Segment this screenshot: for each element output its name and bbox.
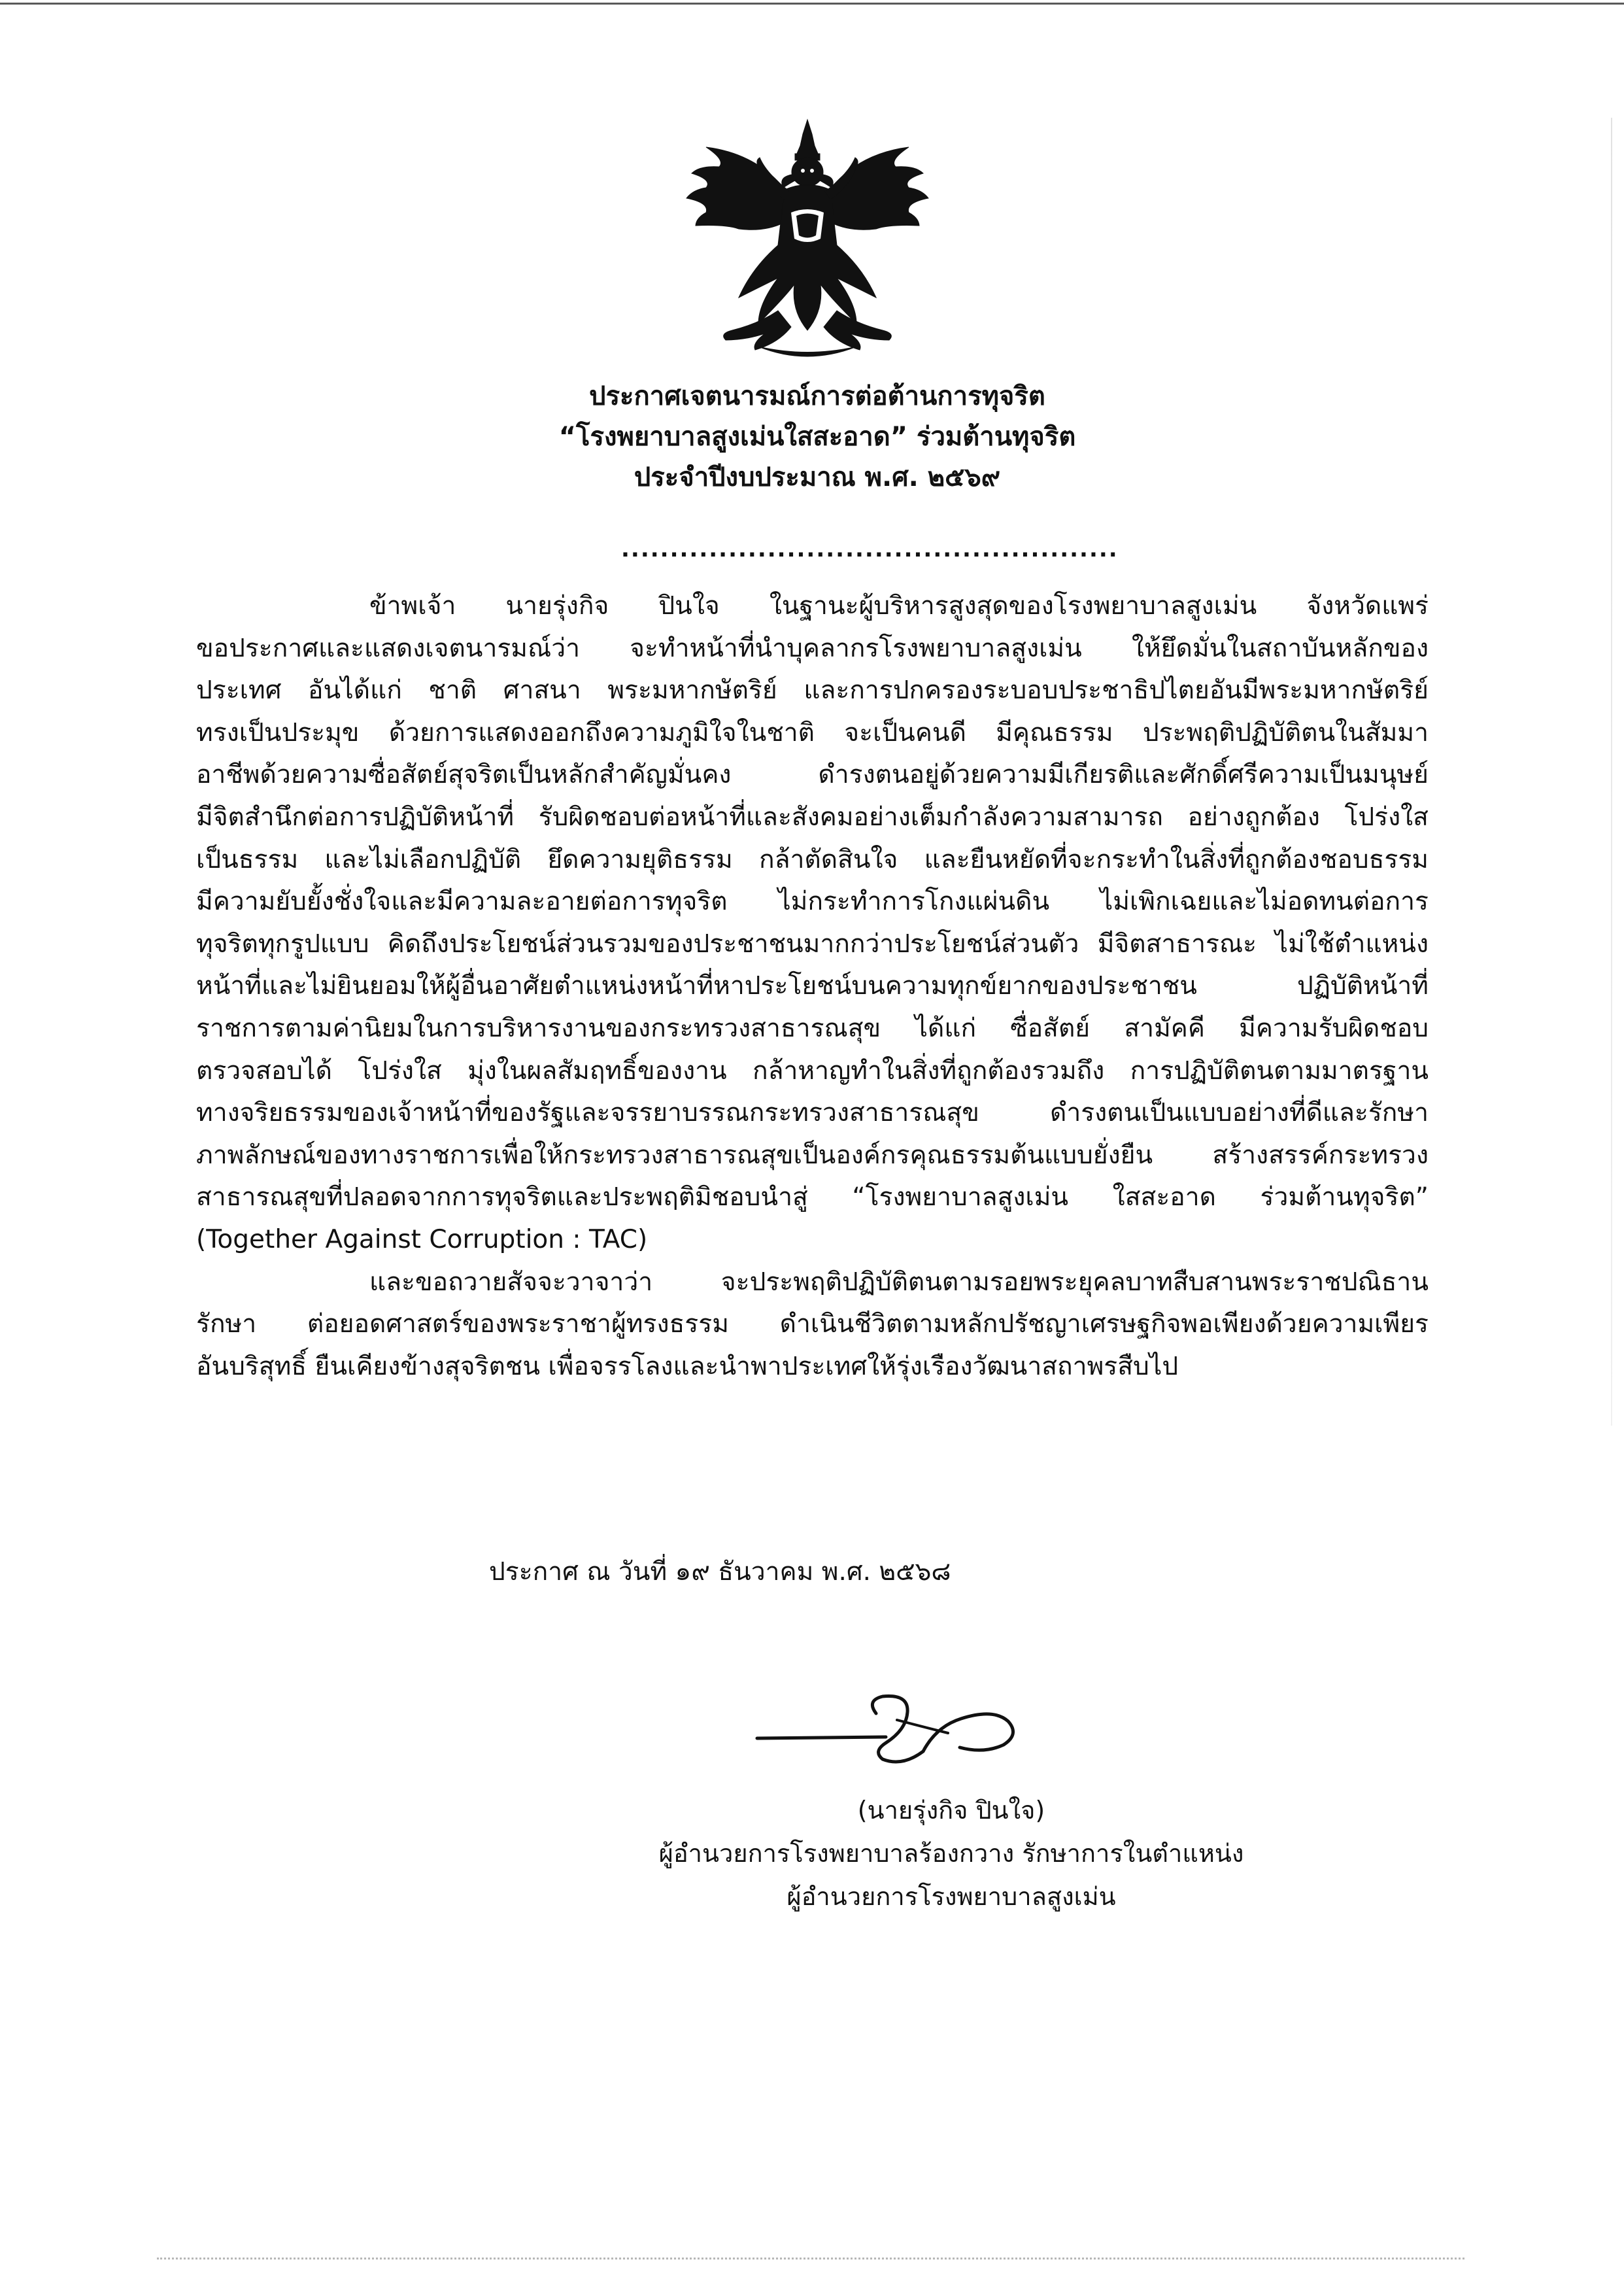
body-line: ประเทศ อันได้แก่ ชาติ ศาสนา พระมหากษัตริย์ และการปกครองระบอบประชาธิปไตยอันมีพระมหากษัตริย์ xyxy=(196,676,1429,706)
title-separator: ................................................... xyxy=(621,536,1119,562)
body-line: ตรวจสอบได้ โปร่งใส มุ่งในผลสัมฤทธิ์ของงาน กล้าหาญทำในสิ่งที่ถูกต้องรวมถึง การปฏิบัติตนตามมาตรฐาน xyxy=(196,1056,1429,1086)
scan-edge-shadow xyxy=(1611,118,1612,1426)
body-line: ทุจริตทุกรูปแบบ คิดถึงประโยชน์ส่วนรวมของประชาชนมากกว่าประโยชน์ส่วนตัว มีจิตสาธารณะ ไม่ใช้ตำแหน่ง xyxy=(196,929,1429,959)
handwritten-signature-icon xyxy=(752,1681,1033,1779)
body-line: ทางจริยธรรมของเจ้าหน้าที่ของรัฐและจรรยาบรรณกระทรวงสาธารณสุข ดำรงตนเป็นแบบอย่างที่ดีและรักษา xyxy=(196,1098,1429,1128)
title-line-1: ประกาศเจตนารมณ์การต่อต้านการทุจริต xyxy=(589,381,1045,411)
body-line: อันบริสุทธิ์ ยืนเคียงข้างสุจริตชน เพื่อจรรโลงและนำพาประเทศให้รุ่งเรืองวัฒนาสถาพรสืบไป xyxy=(196,1351,1179,1381)
body-line: ทรงเป็นประมุข ด้วยการแสดงออกถึงความภูมิใจในชาติ จะเป็นคนดี มีคุณธรรม ประพฤติปฏิบัติตนในสัมมา xyxy=(196,717,1429,747)
body-line: ขอประกาศและแสดงเจตนารมณ์ว่า จะทำหน้าที่นำบุคลากรโรงพยาบาลสูงเม่น ให้ยึดมั่นในสถาบันหลักของ xyxy=(196,633,1429,663)
body-line: เป็นธรรม และไม่เลือกปฏิบัติ ยึดความยุติธรรม กล้าตัดสินใจ และยืนหยัดที่จะกระทำในสิ่งที่ถูกต้องชอบธรรม xyxy=(196,844,1429,874)
announcement-date: ประกาศ ณ วันที่ ๑๙ ธันวาคม พ.ศ. ๒๕๖๘ xyxy=(489,1557,951,1587)
body-line: ภาพลักษณ์ของทางราชการเพื่อให้กระทรวงสาธารณสุขเป็นองค์กรคุณธรรมต้นแบบยั่งยืน สร้างสรรค์กระทรวง xyxy=(196,1140,1429,1170)
garuda-emblem-icon xyxy=(680,114,935,366)
body-line: มีจิตสำนึกต่อการปฏิบัติหน้าที่ รับผิดชอบต่อหน้าที่และสังคมอย่างเต็มกำลังความสามารถ อย่างถูกต้อง โปร่งใส xyxy=(196,802,1429,832)
body-line: หน้าที่และไม่ยินยอมให้ผู้อื่นอาศัยตำแหน่งหน้าที่หาประโยชน์บนความทุกข์ยากของประชาชน ปฏิบัติหน้าที่ xyxy=(196,971,1429,1001)
signer-name: (นายรุ่งกิจ ปินใจ) xyxy=(857,1796,1045,1825)
announcement-body xyxy=(196,585,1429,1388)
body-line: อาชีพด้วยความซื่อสัตย์สุจริตเป็นหลักสำคัญมั่นคง ดำรงตนอยู่ด้วยความมีเกียรติและศักดิ์ศรีความเป็นมนุษย์ xyxy=(196,760,1429,790)
scan-bottom-artifact xyxy=(157,2258,1464,2262)
announcement-title xyxy=(196,376,1438,498)
body-line: สาธารณสุขที่ปลอดจากการทุจริตและประพฤติมิชอบนำสู่ “โรงพยาบาลสูงเม่น ใสสะอาด ร่วมต้านทุจริต” xyxy=(196,1182,1429,1212)
title-line-3: ประจำปีงบประมาณ พ.ศ. ๒๕๖๙ xyxy=(634,462,1001,492)
body-line: และขอถวายสัจจะวาจาว่า จะประพฤติปฏิบัติตนตามรอยพระยุคลบาทสืบสานพระราชปณิธาน xyxy=(369,1267,1429,1297)
body-line: ข้าพเจ้า นายรุ่งกิจ ปินใจ ในฐานะผู้บริหารสูงสุดของโรงพยาบาลสูงเม่น จังหวัดแพร่ xyxy=(369,591,1429,621)
body-line: (Together Against Corruption : TAC) xyxy=(196,1224,648,1254)
signer-block xyxy=(562,1789,1340,1918)
scan-edge-line xyxy=(0,3,1624,5)
signer-position-line-2: ผู้อำนวยการโรงพยาบาลสูงเม่น xyxy=(787,1882,1116,1911)
signer-position-line-1: ผู้อำนวยการโรงพยาบาลร้องกวาง รักษาการในตำแหน่ง xyxy=(658,1839,1244,1868)
title-line-2: “โรงพยาบาลสูงเม่นใสสะอาด” ร่วมต้านทุจริต xyxy=(558,422,1076,452)
body-line: ราชการตามค่านิยมในการบริหารงานของกระทรวงสาธารณสุข ได้แก่ ซื่อสัตย์ สามัคคี มีความรับผิดชอบ xyxy=(196,1013,1429,1043)
body-line: มีความยับยั้งชั่งใจและมีความละอายต่อการทุจริต ไม่กระทำการโกงแผ่นดิน ไม่เพิกเฉยและไม่อดทนต่อการ xyxy=(196,887,1429,917)
body-line: รักษา ต่อยอดศาสตร์ของพระราชาผู้ทรงธรรม ดำเนินชีวิตตามหลักปรัชญาเศรษฐกิจพอเพียงด้วยความเพียร xyxy=(196,1309,1429,1339)
